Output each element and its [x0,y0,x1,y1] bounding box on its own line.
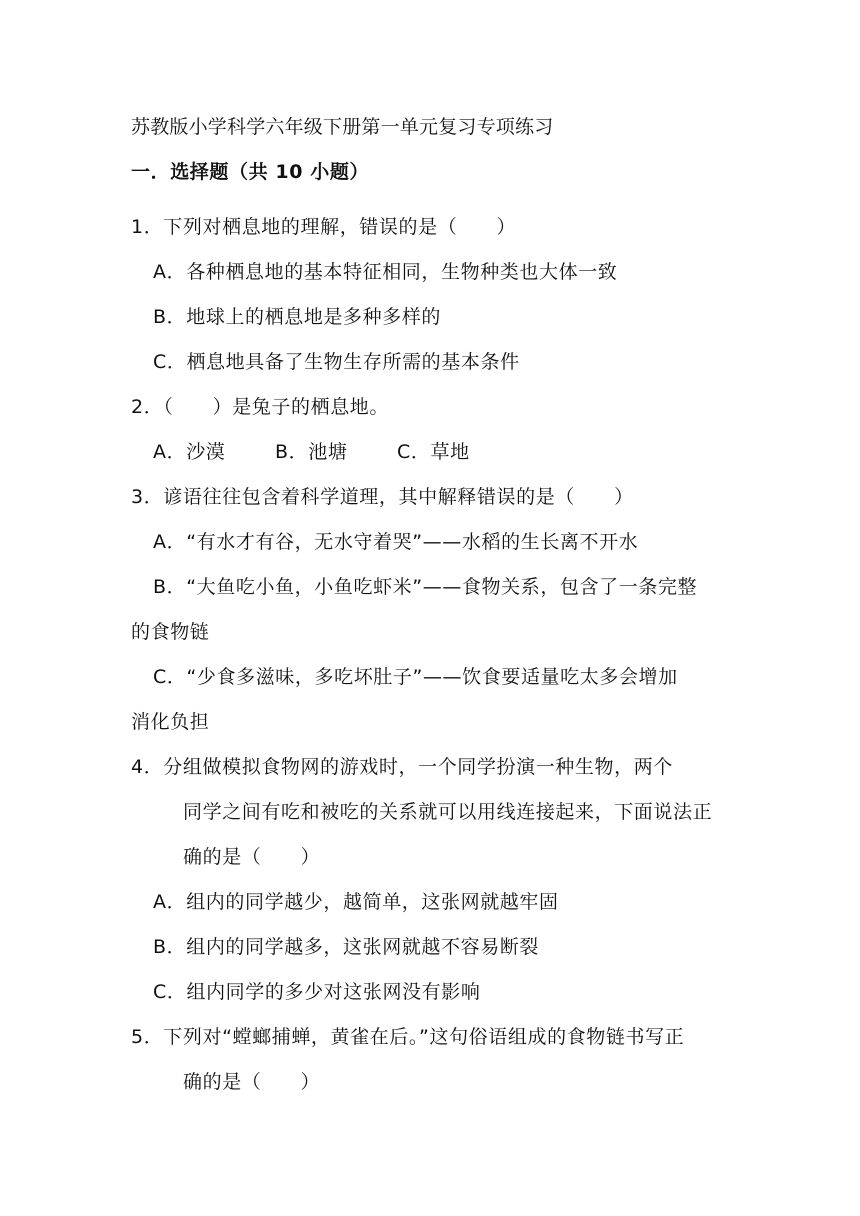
question-2-option-c: C．草地 [397,441,470,463]
question-2-stem: 2．（ ）是兔子的栖息地。 [131,396,389,418]
question-1-option-c: C．栖息地具备了生物生存所需的基本条件 [153,351,520,373]
document-title: 苏教版小学科学六年级下册第一单元复习专项练习 [131,116,554,138]
question-1-option-a: A．各种栖息地的基本特征相同，生物种类也大体一致 [153,261,618,283]
question-4-option-b: B．组内的同学越多，这张网就越不容易断裂 [153,936,540,958]
section-heading: 一．选择题（共 10 小题） [131,161,370,183]
question-3-stem: 3．谚语往往包含着科学道理，其中解释错误的是（ ） [131,486,634,508]
question-3-option-a: A．“有水才有谷，无水守着哭”——水稻的生长离不开水 [153,531,639,553]
question-2-options [153,440,470,464]
question-4-stem-line-3: 确的是（ ） [183,846,321,868]
question-3-option-b-continued: 的食物链 [131,621,210,643]
question-3-option-c-continued: 消化负担 [131,711,210,733]
question-5-stem-line-2: 确的是（ ） [183,1071,321,1093]
question-4-stem-line-1: 4．分组做模拟食物网的游戏时，一个同学扮演一种生物，两个 [131,756,673,778]
question-4-option-a: A．组内的同学越少，越简单，这张网就越牢固 [153,891,559,913]
question-4-option-c: C．组内同学的多少对这张网没有影响 [153,981,481,1003]
question-3-option-b: B．“大鱼吃小鱼，小鱼吃虾米”——食物关系，包含了一条完整 [153,576,698,598]
question-2-option-b: B．池塘 [275,441,348,463]
question-1-option-b: B．地球上的栖息地是多种多样的 [153,306,442,328]
question-3-option-c: C．“少食多滋味，多吃坏肚子”——饮食要适量吃太多会增加 [153,666,678,688]
question-2-option-a: A．沙漠 [153,441,226,463]
question-4-stem-line-2: 同学之间有吃和被吃的关系就可以用线连接起来，下面说法正 [183,801,713,823]
question-5-stem-line-1: 5．下列对“螳螂捕蝉，黄雀在后。”这句俗语组成的食物链书写正 [131,1026,685,1048]
question-1-stem: 1．下列对栖息地的理解，错误的是（ ） [131,216,517,238]
